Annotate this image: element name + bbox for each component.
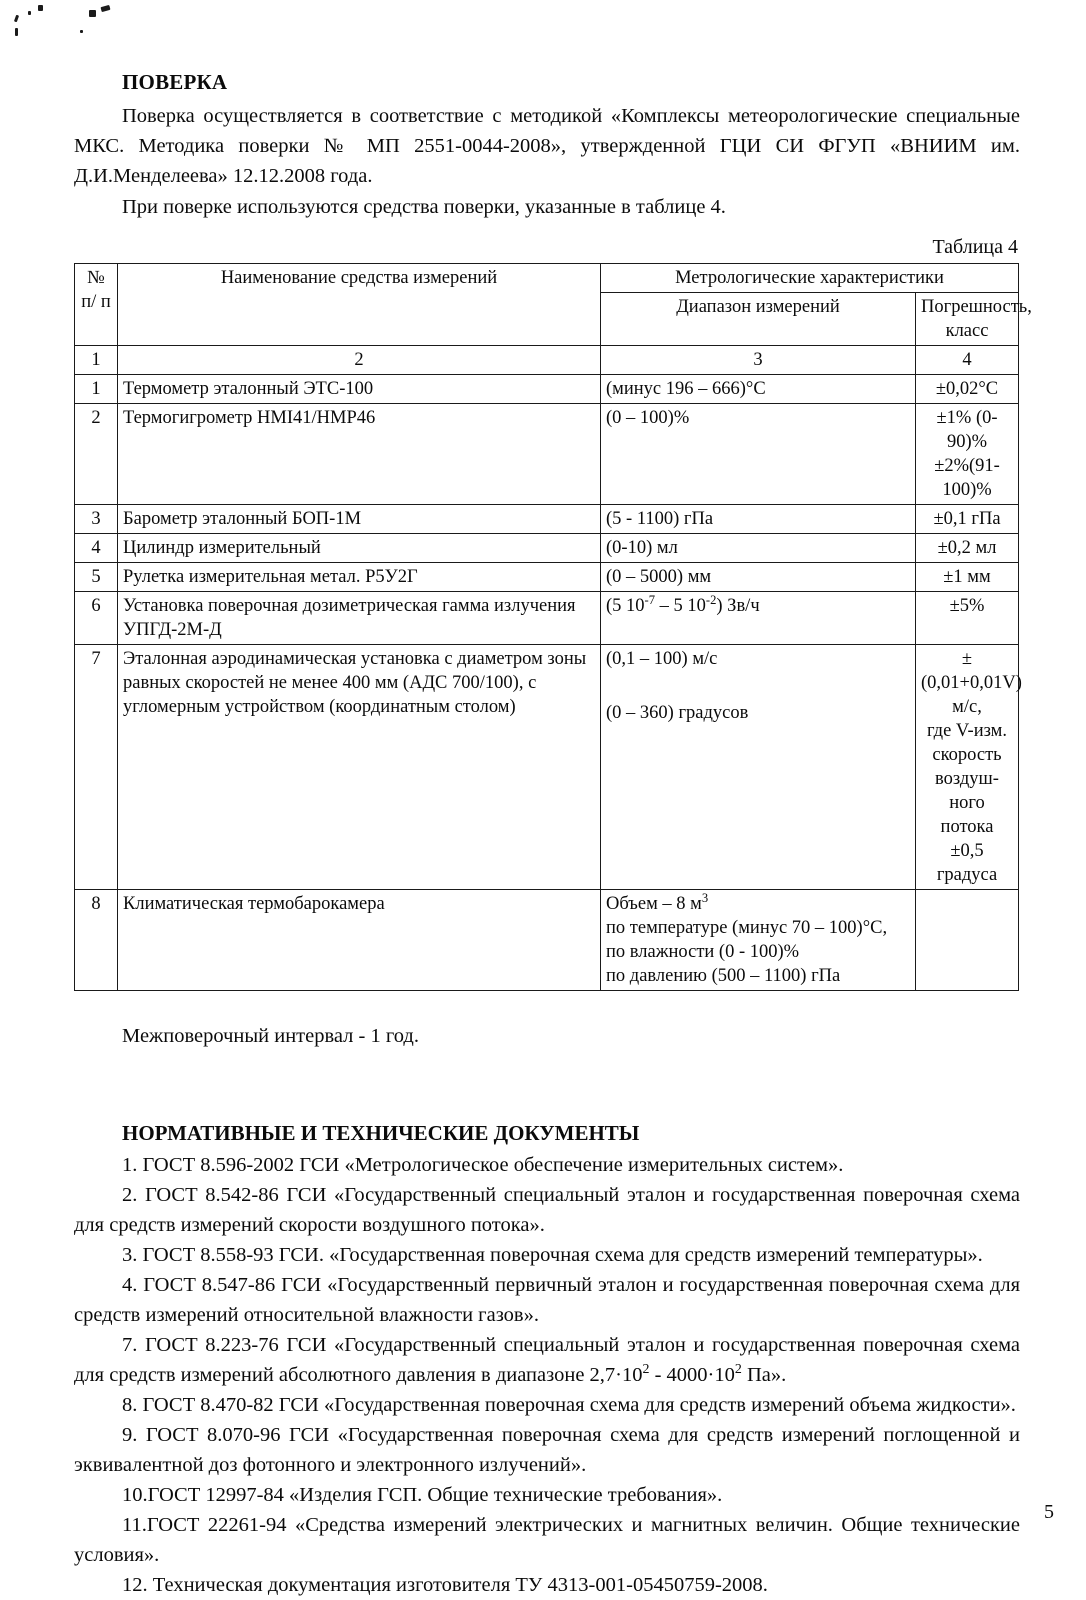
table-row [75, 890, 1019, 991]
table-row [75, 563, 1019, 592]
colnum-1: 1 [75, 346, 118, 375]
table-row [75, 505, 1019, 534]
page-title: ПОВЕРКА [122, 70, 228, 94]
range-part: (5 10 [606, 596, 645, 616]
verification-paragraph-2: При поверке используются средства поверки, указанные в таблице 4. [122, 196, 726, 218]
scan-speck [38, 5, 43, 11]
means-error-line: ного потока [940, 793, 994, 837]
colnum-2: 2 [118, 346, 601, 375]
range-exponent: 3 [701, 890, 709, 905]
list-item: 12. Техническая документация изготовителя ТУ 4313-001-05450759-2008. [122, 1574, 768, 1596]
range-part: – 5 10 [655, 596, 706, 616]
list-item: 1. ГОСТ 8.596-2002 ГСИ «Метрологическое обеспечение измерительных систем». [122, 1154, 844, 1176]
means-error [916, 645, 1022, 890]
means-range-line: по температуре (минус 70 – 100)°С, [606, 918, 888, 938]
means-name: Цилиндр измерительный [118, 534, 601, 563]
scan-speck [89, 10, 96, 17]
row-number: 1 [75, 375, 118, 404]
multiplication-dot-icon: · [707, 1364, 715, 1386]
interval-note: Межповерочный интервал - 1 год. [122, 1025, 419, 1047]
table-row [75, 375, 1019, 404]
colnum-4: 4 [916, 346, 1019, 375]
multiplication-dot-icon: · [615, 1364, 622, 1386]
means-error-line: ±0,5 градуса [936, 841, 998, 885]
doc-part: 10 [714, 1364, 735, 1386]
means-error [916, 890, 1019, 991]
row-number: 4 [75, 534, 118, 563]
means-name: Климатическая термобарокамера [118, 890, 601, 991]
row-number: 2 [75, 404, 118, 505]
means-range-line: (0,1 – 100) м/с [606, 649, 718, 669]
means-name: Барометр эталонный БОП-1М [118, 505, 601, 534]
list-item: 3. ГОСТ 8.558-93 ГСИ. «Государственная поверочная схема для средств измерений температуры». [122, 1244, 983, 1266]
means-range: (0-10) мл [601, 534, 916, 563]
list-item: 11.ГОСТ 22261-94 «Средства измерений электрических и магнитных величин. Общие технические условия». [74, 1514, 1020, 1566]
table-header-row [75, 264, 1019, 293]
means-name: Термогигрометр HMI41/HMP46 [118, 404, 601, 505]
table-caption: Таблица 4 [932, 236, 1018, 258]
range-exponent: -2 [705, 592, 717, 607]
means-range-line: по давлению (500 – 1100) гПа [606, 966, 841, 986]
means-range: (минус 196 – 666)°С [601, 375, 916, 404]
scan-speck [14, 15, 19, 23]
means-name: Термометр эталонный ЭТС-100 [118, 375, 601, 404]
scan-speck [101, 5, 111, 12]
means-name: Установка поверочная дозиметрическая гамма излучения УПГД-2М-Д [118, 592, 601, 645]
means-name: Рулетка измерительная метал. Р5У2Г [118, 563, 601, 592]
range-part: Объем – 8 м [606, 894, 702, 914]
row-number: 3 [75, 505, 118, 534]
doc-exponent: 2 [642, 1362, 650, 1378]
page-number: 5 [1044, 1501, 1054, 1523]
means-error: ±1 мм [916, 563, 1019, 592]
means-error-line: скорость воздуш- [932, 745, 1002, 789]
table-colnumber-row [75, 346, 1019, 375]
means-range [601, 890, 916, 991]
means-error [916, 404, 1019, 505]
means-error: ±5% [916, 592, 1019, 645]
interval-note-block [74, 1021, 1020, 1051]
column-header-error: Погрешность, класс [916, 293, 1019, 346]
means-error: ±0,2 мл [916, 534, 1019, 563]
list-item [74, 1330, 1020, 1390]
list-item: 2. ГОСТ 8.542-86 ГСИ «Государственный специальный эталон и государственная поверочная схема для средств измерений скорости воздушного потока». [74, 1184, 1020, 1236]
list-item: 4. ГОСТ 8.547-86 ГСИ «Государственный первичный эталон и государственная поверочная схема для средств измерений относительной влажности газов». [74, 1274, 1020, 1326]
table-row [75, 592, 1019, 645]
means-range-line: (0 – 360) градусов [606, 703, 749, 723]
means-range: (0 – 100)% [601, 404, 916, 505]
verification-paragraph-1: Поверка осуществляется в соответствие с методикой «Комплексы метеорологические специальные МКС. Методика поверки № МП 2551-0044-2008», утвержденной ГЦИ СИ ФГУП «ВНИИМ им. Д.И.Менделеева» 12.12.2008 года. [74, 105, 1020, 187]
means-error: ±0,02°С [916, 375, 1019, 404]
doc-exponent: 2 [734, 1362, 742, 1378]
verification-means-table [74, 263, 1032, 991]
table-row [75, 534, 1019, 563]
documents-list [74, 1150, 1020, 1600]
means-name: Эталонная аэродинамическая установка с диаметром зоны равных скоростей не менее 400 мм (АДС 700/100), с угломерным устройством (координатным столом) [118, 645, 601, 890]
scan-speck [15, 28, 18, 36]
means-error-line: ±(0,01+0,01V) м/с, [921, 649, 1022, 717]
column-header-range: Диапазон измерений [601, 293, 916, 346]
column-header-group: Метрологические характеристики [601, 264, 1019, 293]
means-range [601, 592, 916, 645]
doc-part: Па». [741, 1364, 787, 1386]
column-header-name: Наименование средства измерений [118, 264, 601, 346]
means-range-line [606, 892, 910, 916]
doc-part: 10 [622, 1364, 643, 1386]
colnum-3: 3 [601, 346, 916, 375]
column-header-number: № п/ п [75, 264, 118, 346]
list-item: 9. ГОСТ 8.070-96 ГСИ «Государственная поверочная схема для средств измерений поглощенной и эквивалентной доз фотонного и электронного излучений». [74, 1424, 1020, 1476]
doc-part: 7. ГОСТ 8.223-76 ГСИ «Государственный специальный эталон и государственная поверочная схема для средств измерений абсолютного давления в диапазоне 2,7 [74, 1334, 1020, 1386]
range-part: ) Зв/ч [716, 596, 760, 616]
doc-part: - 4000 [649, 1364, 708, 1386]
list-item: 8. ГОСТ 8.470-82 ГСИ «Государственная поверочная схема для средств измерений объема жидкости». [122, 1394, 1016, 1416]
row-number: 7 [75, 645, 118, 890]
scan-speck [80, 30, 83, 33]
table-row [75, 645, 1019, 890]
row-number: 5 [75, 563, 118, 592]
row-number: 6 [75, 592, 118, 645]
row-number: 8 [75, 890, 118, 991]
table-row [75, 404, 1019, 505]
range-exponent: -7 [644, 592, 656, 607]
means-range-line: по влажности (0 - 100)% [606, 942, 800, 962]
means-range [601, 645, 916, 890]
means-error-line: ±2%(91-100)% [934, 456, 1000, 500]
means-range: (0 – 5000) мм [601, 563, 916, 592]
means-error: ±0,1 гПа [916, 505, 1019, 534]
list-item: 10.ГОСТ 12997-84 «Изделия ГСП. Общие технические требования». [122, 1484, 723, 1506]
page-content [74, 70, 1032, 1600]
means-range: (5 - 1100) гПа [601, 505, 916, 534]
documents-heading: НОРМАТИВНЫЕ И ТЕХНИЧЕСКИЕ ДОКУМЕНТЫ [122, 1121, 640, 1145]
means-error-line: ±1% (0-90)% [936, 408, 998, 452]
means-error-line: где V-изм. [926, 721, 1008, 741]
scan-speck [28, 11, 31, 15]
